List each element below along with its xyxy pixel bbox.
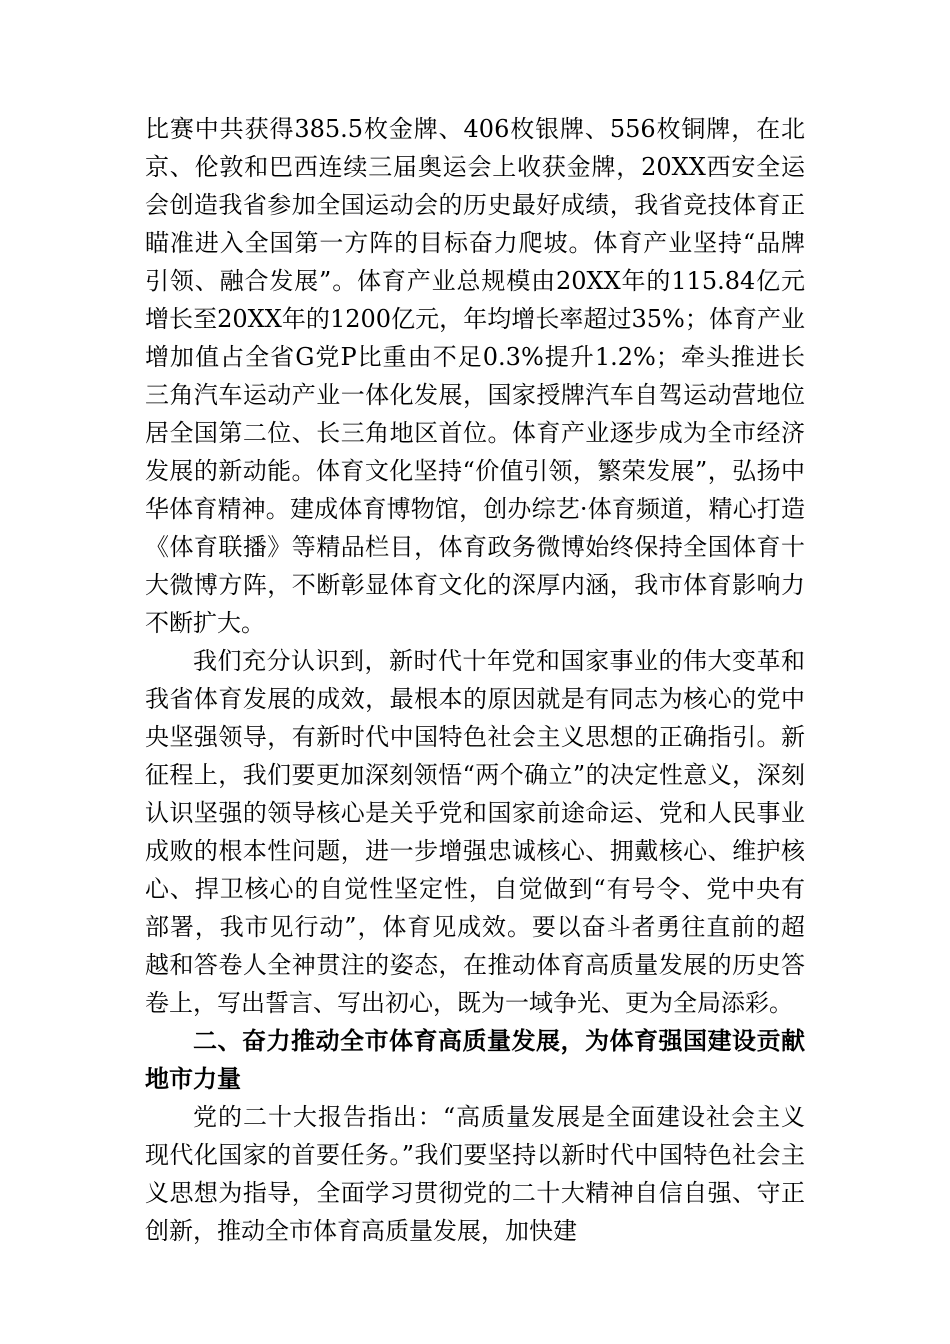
paragraph-high-quality-development: 党的二十大报告指出：“高质量发展是全面建设社会主义现代化国家的首要任务。”我们要坚持以新时代中国特色社会主义思想为指导，全面学习贯彻党的二十大精神自信自强、守正创新，推动全市体育高质量发展，加快建	[145, 1103, 805, 1245]
document-page	[145, 110, 805, 1250]
paragraph-party-leadership: 我们充分认识到，新时代十年党和国家事业的伟大变革和我省体育发展的成效，最根本的原因就是有同志为核心的党中央坚强领导，有新时代中国特色社会主义思想的正确指引。新征程上，我们要更加深刻领悟“两个确立”的决定性意义，深刻认识坚强的领导核心是关乎党和国家前途命运、党和人民事业成败的根本性问题，进一步增强忠诚核心、拥戴核心、维护核心、捍卫核心的自觉性坚定性，自觉做到“有号令、党中央有部署，我市见行动”，体育见成效。要以奋斗者勇往直前的超越和答卷人全神贯注的姿态，在推动体育高质量发展的历史答卷上，写出誓言、写出初心，既为一域争光、更为全局添彩。	[145, 647, 805, 1017]
section-heading-two: 二、奋力推动全市体育高质量发展，为体育强国建设贡献地市力量	[145, 1027, 805, 1093]
paragraph-sports-achievements: 比赛中共获得385.5枚金牌、406枚银牌、556枚铜牌，在北京、伦敦和巴西连续三届奥运会上收获金牌，20XX西安全运会创造我省参加全国运动会的历史最好成绩，我省竞技体育正瞄准进入全国第一方阵的目标奋力爬坡。体育产业坚持“品牌引领、融合发展”。体育产业总规模由20XX年的115.84亿元增长至20XX年的1200亿元，年均增长率超过35%；体育产业增加值占全省G党P比重由不足0.3%提升1.2%；牵头推进长三角汽车运动产业一体化发展，国家授牌汽车自驾运动营地位居全国第二位、长三角地区首位。体育产业逐步成为全市经济发展的新动能。体育文化坚持“价值引领，繁荣发展”，弘扬中华体育精神。建成体育博物馆，创办综艺·体育频道，精心打造《体育联播》等精品栏目，体育政务微博始终保持全国体育十大微博方阵，不断彰显体育文化的深厚内涵，我市体育影响力不断扩大。	[145, 115, 805, 637]
